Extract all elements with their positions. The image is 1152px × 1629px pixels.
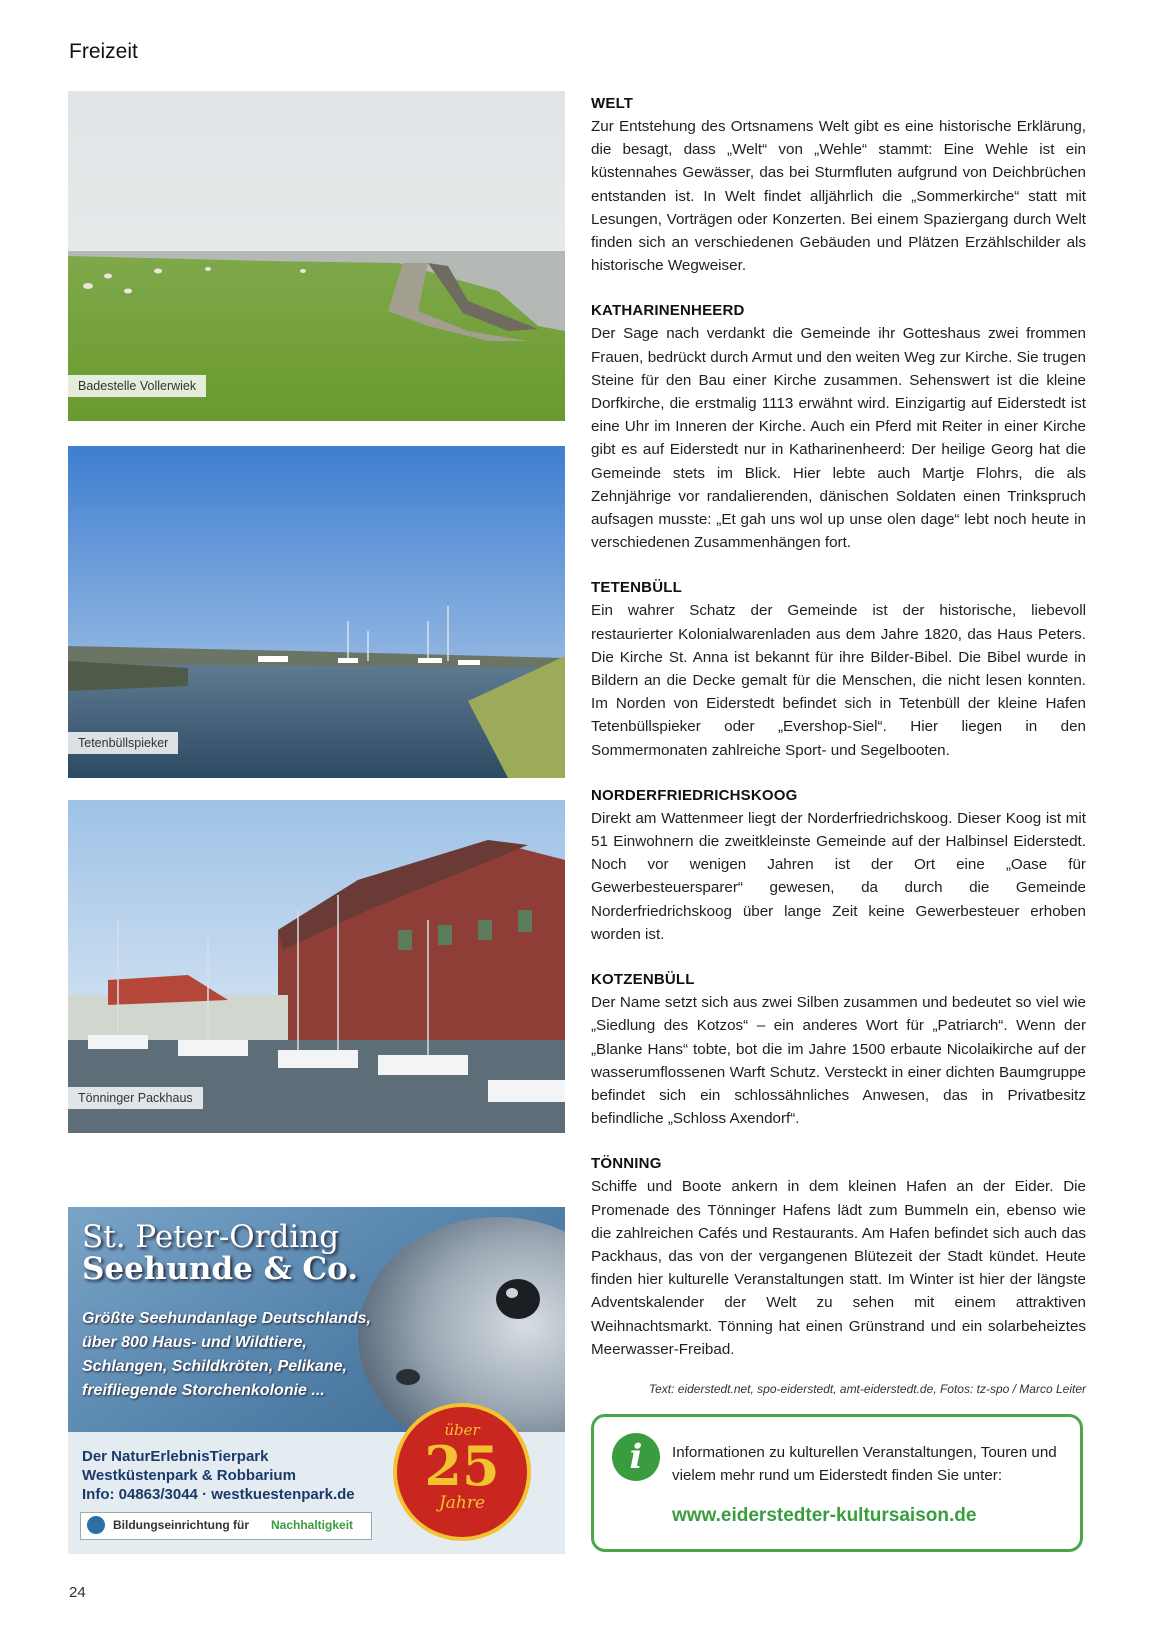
ad-edu-bar: [80, 1512, 372, 1540]
photo-credit: Text: eiderstedt.net, spo-eiderstedt, amt-eiderstedt.de, Fotos: tz-spo / Marco Leiter: [648, 1382, 1086, 1396]
photo-packhaus-image: [68, 800, 565, 1133]
badge-bottom: Jahre: [438, 1493, 486, 1513]
article-kotzenbuell: [591, 968, 1086, 1130]
article-body: Schiffe und Boote ankern in dem kleinen Hafen an der Eider. Die Promenade des Tönninger Hafens lädt zum Bummeln ein, ebenso wie die zahlreichen Cafés und Restaurants. Am Hafen befindet sich auch das Packhaus, das von der vergangenen Blütezeit der Stadt kündet. Heute finden hier kulturelle Veranstaltungen statt. Im Winter ist hier der längste Adventskalender der Welt zu sehen mit einem attraktiven Weihnachtsmarkt. Tönning hat einen Grünstrand und ein solarbeheiztes Meerwasser-Freibad.: [591, 1178, 1086, 1358]
article-heading: NORDERFRIEDRICHSKOOG: [591, 786, 798, 804]
ad-features: [82, 1307, 371, 1403]
photo-caption: Badestelle Vollerwiek: [68, 375, 206, 397]
article-body: Ein wahrer Schatz der Gemeinde ist der historische, liebevoll restaurierter Kolonialwarenladen aus dem Jahre 1820, das Haus Peters. Die Kirche St. Anna ist bekannt für ihre Bilder-Bibel. Die Bibel wurde in Bildern an die Decke gemalt für die Menschen, die nicht lesen konnten. Im Norden von Eiderstedt befindet sich in Tetenbüll der kleine Hafen Tetenbüllspieker oder „Evershop-Siel“. Hier liegen in den Sommermonaten zahlreiche Sport- und Segelbooten.: [591, 602, 1086, 759]
article-body: Zur Entstehung des Ortsnamens Welt gibt es eine historische Erklärung, die besagt, dass „Welt“ von „Wehle“ stammt: Eine Wehle ist ein küstennahes Gewässer, das bei Sturmfluten aufgrund von Deichbrüchen entstanden ist. In Welt findet alljährlich die „Sommerkirche“ statt mit Lesungen, Vorträgen oder Konzerten. Bei einem Spaziergang durch Welt finden sich an verschiedenen Gebäuden und Plätzen Erzählschilder als historische Wegweiser.: [591, 118, 1086, 275]
article-body: Der Sage nach verdankt die Gemeinde ihr Gotteshaus zwei frommen Frauen, bedrückt durch Armut und den weiten Weg zur Kirche. Sie trugen Steine für den Bau einer Kirche zusammen. Sehenswert ist die kleine Dorfkirche, die erstmalig 1113 erwähnt wird. Einzigartig auf Eiderstedt ist eine Uhr im Inneren der Kirche. Auch ein Pferd mit Reiter in einer Kirche gibt es auf Eiderstedt nur in Katharinenheerd: Der heilige Georg hat die Gemeinde stets im Blick. Hier lebte auch Martje Flohrs, die als Zehnjährige vor randalierenden, dänischen Soldaten einen Trinkspruch aufsagen musste: „Et gah uns wol up unse olen dage“ lebt noch heute in verschiedenen Zusammenhängen fort.: [591, 325, 1086, 552]
photo-packhaus: [68, 800, 565, 1133]
ad-title-line2: Seehunde & Co.: [82, 1251, 359, 1287]
photo-caption: Tönninger Packhaus: [68, 1087, 203, 1109]
photo-vollerwiek: [68, 91, 565, 421]
ad-park-sub: Westküstenpark & Robbarium: [82, 1467, 296, 1484]
ad-feature: Schlangen, Schildkröten, Pelikane,: [82, 1358, 347, 1375]
section-label: Freizeit: [69, 40, 138, 63]
info-box: [591, 1414, 1083, 1552]
ad-feature: freifliegende Storchenkolonie ...: [82, 1382, 325, 1399]
article-heading: KATHARINENHEERD: [591, 302, 745, 320]
photo-tetenbuellspieker: [68, 446, 565, 778]
info-url-link[interactable]: www.eiderstedter-kultursaison.de: [672, 1505, 977, 1526]
article-column: [591, 92, 1086, 1383]
photo-tetenbuellspieker-image: [68, 446, 565, 778]
nun-logo-icon: [87, 1516, 105, 1534]
ad-edu-highlight: Nachhaltigkeit: [271, 1518, 354, 1532]
ad-park-info: [82, 1447, 355, 1504]
article-norderfriedrichskoog: [591, 784, 1086, 946]
ad-title-line1: St. Peter-Ording: [82, 1219, 340, 1255]
article-toenning: [591, 1152, 1086, 1361]
ad-edu-label: Bildungseinrichtung für: [113, 1518, 249, 1532]
article-heading: KOTZENBÜLL: [591, 971, 695, 989]
badge-top: über: [444, 1421, 480, 1439]
article-heading: TETENBÜLL: [591, 579, 682, 597]
ad-feature: Größte Seehundanlage Deutschlands,: [82, 1310, 371, 1327]
badge-number: 25: [424, 1434, 500, 1498]
ad-title: [82, 1221, 358, 1285]
article-heading: WELT: [591, 95, 634, 112]
article-tetenbuell: [591, 576, 1086, 761]
photo-caption: Tetenbüllspieker: [68, 732, 178, 754]
article-body: Direkt am Wattenmeer liegt der Norderfriedrichskoog. Dieser Koog ist mit 51 Einwohnern die zweitkleinste Gemeinde auf der Halbinsel Eiderstedt. Noch vor wenigen Jahren ist der Ort eine „Oase für Gewerbesteuersparer“ gewesen, da durch die Gemeinde Norderfriedrichskoog über lange Zeit keine Gewerbesteuer erhoben worden ist.: [591, 809, 1086, 943]
ad-feature: über 800 Haus- und Wildtiere,: [82, 1334, 307, 1351]
info-text: Informationen zu kulturellen Veranstaltungen, Touren und vielem mehr rund um Eiderstedt finden Sie unter:: [672, 1444, 1057, 1484]
info-icon: i: [612, 1433, 660, 1481]
anniversary-badge: [393, 1403, 531, 1541]
article-welt: [591, 92, 1086, 277]
ad-contact: Info: 04863/3044 · westkuestenpark.de: [82, 1486, 355, 1503]
photo-vollerwiek-image: [68, 91, 565, 421]
article-body: Der Name setzt sich aus zwei Silben zusammen und bedeutet so viel wie „Siedlung des Kotzos“ – ein anderes Wort für „Patriarch“. Wenn der „Blanke Hans“ tobte, bot die im Jahre 1500 erbaute Nicolaikirche auf der wasserumflossenen Warft Schutz. Versteckt in einer dichten Baumgruppe befindet sich ein schlossähnliches Anwesen, das in Privatbesitz befindliche „Schloss Axendorf“.: [591, 994, 1086, 1128]
article-katharinenheerd: [591, 299, 1086, 554]
page-number: 24: [69, 1584, 86, 1601]
article-heading: TÖNNING: [591, 1155, 662, 1173]
ad-westkuestenpark[interactable]: [68, 1207, 565, 1554]
ad-park-name: Der NaturErlebnisTierpark: [82, 1448, 269, 1465]
